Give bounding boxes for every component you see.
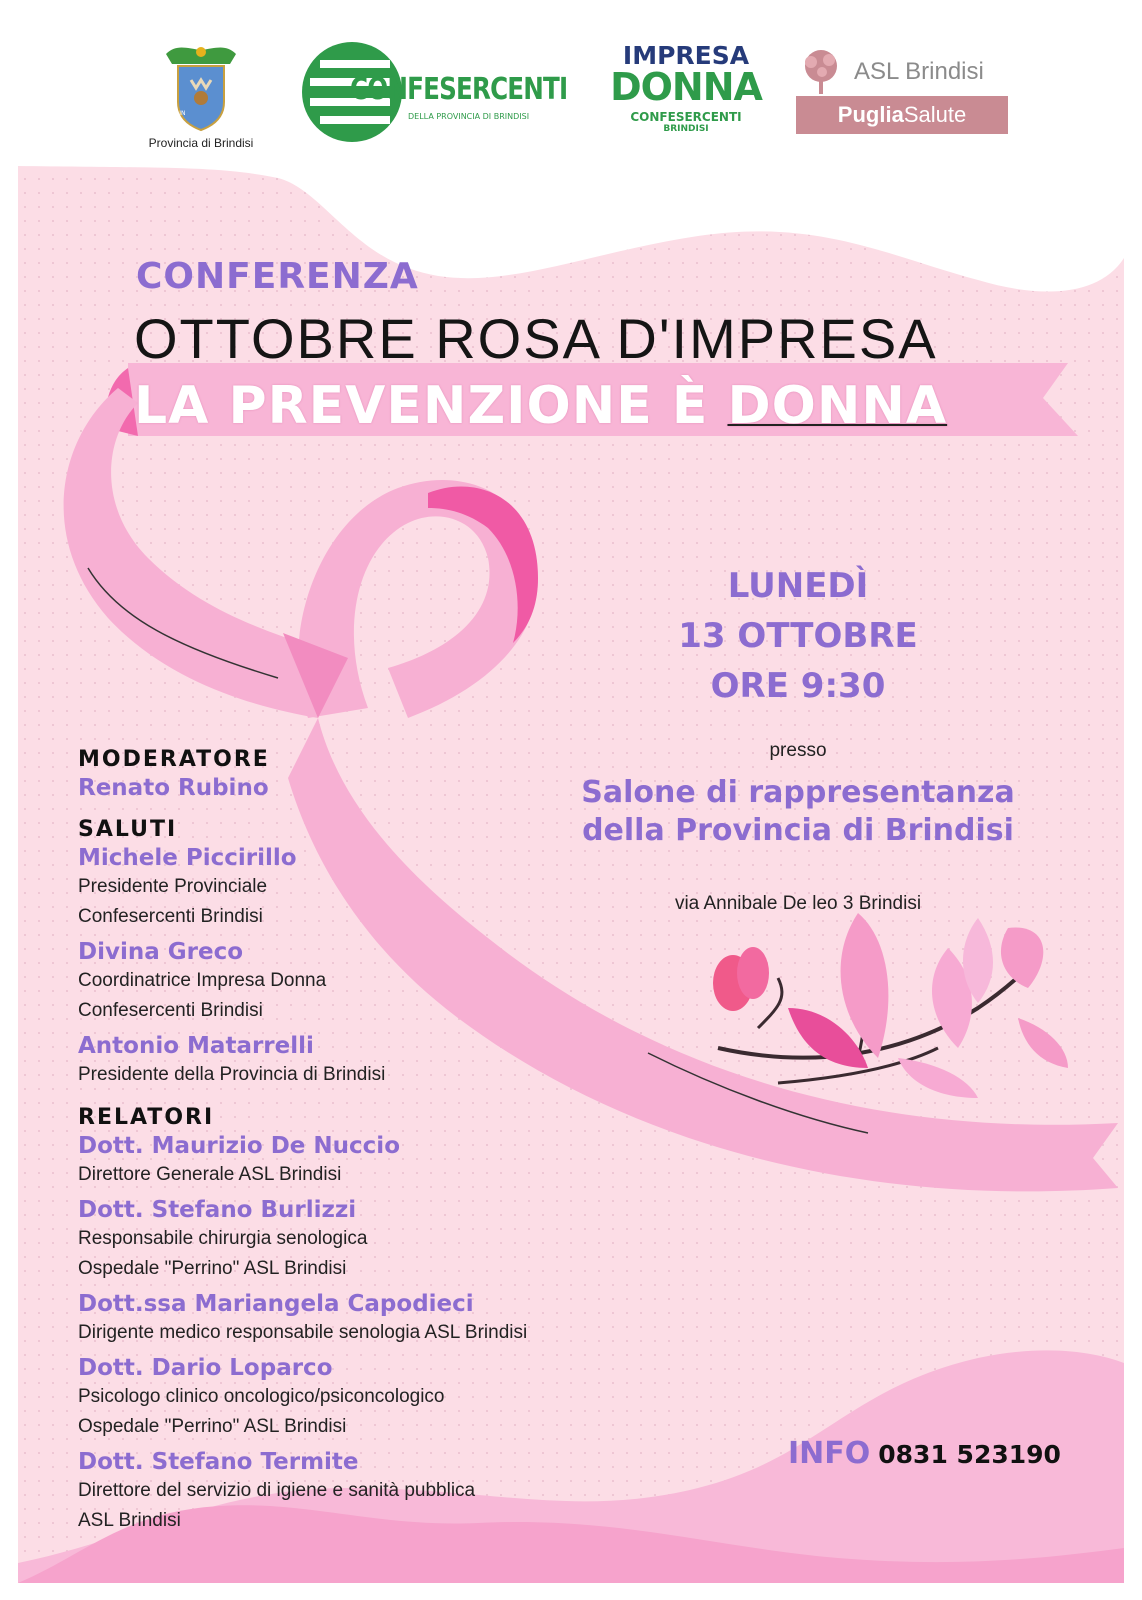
tree-icon bbox=[796, 48, 846, 98]
event-subtitle bbox=[134, 376, 947, 436]
asl-logo bbox=[796, 48, 1011, 138]
moderatore-name: Renato Rubino bbox=[78, 775, 269, 801]
event-date: 13 OTTOBRE bbox=[678, 616, 918, 656]
relatore-name: Dott.ssa Mariangela Capodieci bbox=[78, 1291, 474, 1317]
venue-line-1: Salone di rappresentanza bbox=[581, 775, 1015, 810]
relatore-name: Dott. Stefano Termite bbox=[78, 1449, 359, 1475]
venue-line-2: della Provincia di Brindisi bbox=[582, 813, 1014, 848]
asl-text: ASL Brindisi bbox=[854, 58, 984, 85]
saluti-role: Confesercenti Brindisi bbox=[78, 906, 263, 927]
relatore-role: Dirigente medico responsabile senologia ASL Brindisi bbox=[78, 1322, 528, 1343]
salute-text: Salute bbox=[903, 102, 967, 127]
saluti-role: Coordinatrice Impresa Donna bbox=[78, 970, 327, 991]
relatore-role: Ospedale "Perrino" ASL Brindisi bbox=[78, 1416, 347, 1437]
saluti-role: Confesercenti Brindisi bbox=[78, 1000, 263, 1021]
relatore-role: ASL Brindisi bbox=[78, 1510, 181, 1531]
presso-label: presso bbox=[769, 740, 827, 761]
confesercenti-logo bbox=[300, 40, 568, 145]
moderatore-heading: MODERATORE bbox=[78, 747, 270, 772]
relatore-role: Responsabile chirurgia senologica bbox=[78, 1228, 368, 1249]
info-label: INFO bbox=[788, 1436, 871, 1471]
crest-mini-text: BRIN bbox=[171, 110, 186, 117]
event-day: LUNEDÌ bbox=[727, 566, 869, 606]
subtitle-main: LA PREVENZIONE È bbox=[134, 376, 728, 436]
flower-branch bbox=[713, 913, 1068, 1098]
info-contact bbox=[788, 1436, 1061, 1471]
relatori-heading: RELATORI bbox=[78, 1105, 215, 1130]
poster bbox=[18, 18, 1124, 1583]
impresa-brindisi-text: BRINDISI bbox=[663, 124, 709, 134]
saluti-heading: SALUTI bbox=[78, 817, 178, 842]
relatore-role: Ospedale "Perrino" ASL Brindisi bbox=[78, 1258, 347, 1279]
saluti-name: Antonio Matarrelli bbox=[78, 1033, 314, 1059]
event-title: OTTOBRE ROSA D'IMPRESA bbox=[134, 307, 938, 370]
speakers-list bbox=[78, 740, 698, 1536]
provincia-label: Provincia di Brindisi bbox=[148, 136, 254, 150]
relatore-name: Dott. Stefano Burlizzi bbox=[78, 1197, 357, 1223]
relatore-role: Direttore Generale ASL Brindisi bbox=[78, 1164, 342, 1185]
provincia-crest-icon bbox=[126, 40, 276, 135]
info-phone[interactable]: 0831 523190 bbox=[878, 1440, 1061, 1469]
impresa-text: IMPRESA bbox=[622, 41, 750, 70]
saluti-role: Presidente Provinciale bbox=[78, 876, 268, 897]
conference-label: CONFERENZA bbox=[136, 256, 419, 297]
relatore-name: Dott. Dario Loparco bbox=[78, 1355, 333, 1381]
puglia-text: Puglia bbox=[837, 102, 904, 127]
subtitle-donna: DONNA bbox=[727, 376, 948, 436]
puglia-salute-box bbox=[796, 96, 1008, 134]
venue-address: via Annibale De leo 3 Brindisi bbox=[674, 893, 922, 914]
impresa-conf-text: CONFESERCENTI bbox=[630, 110, 742, 124]
provincia-logo bbox=[126, 40, 276, 150]
confesercenti-text: CONFESERCENTI bbox=[350, 72, 568, 107]
donna-text: DONNA bbox=[610, 65, 762, 109]
relatore-role: Direttore del servizio di igiene e sanità pubblica bbox=[78, 1480, 476, 1501]
relatore-name: Dott. Maurizio De Nuccio bbox=[78, 1133, 400, 1159]
relatore-role: Psicologo clinico oncologico/psiconcologico bbox=[78, 1386, 445, 1407]
saluti-role: Presidente della Provincia di Brindisi bbox=[78, 1064, 386, 1085]
event-time: ORE 9:30 bbox=[710, 666, 886, 706]
confesercenti-sub: DELLA PROVINCIA DI BRINDISI bbox=[408, 112, 530, 121]
impresa-donna-logo bbox=[606, 41, 766, 144]
saluti-name: Michele Piccirillo bbox=[78, 845, 297, 871]
saluti-name: Divina Greco bbox=[78, 939, 244, 965]
